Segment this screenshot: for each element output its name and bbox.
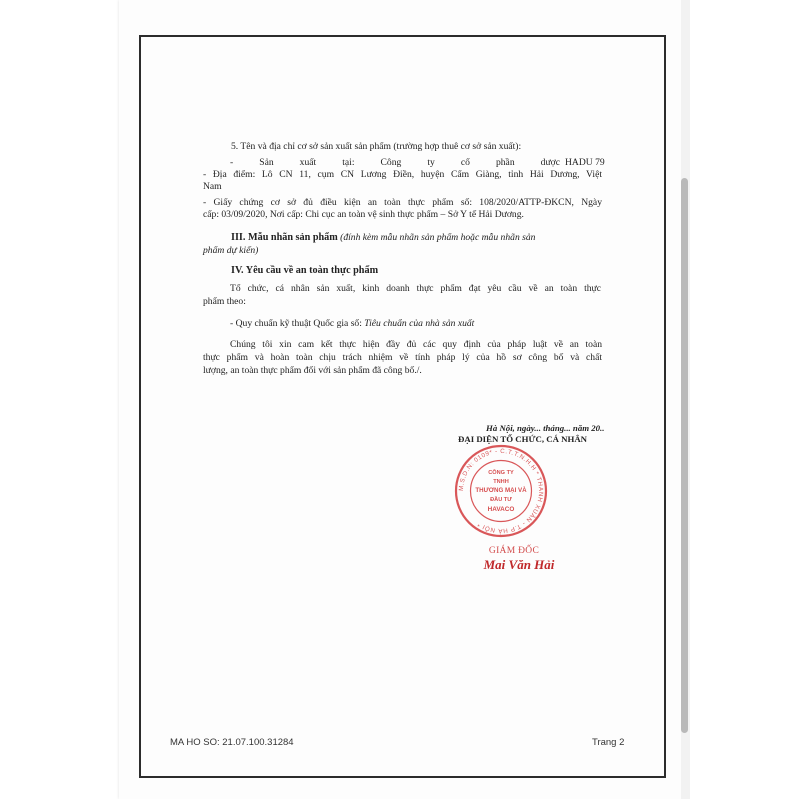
section-3-title: III. Mẫu nhãn sản phẩm [231,232,338,243]
section-5-certificate-line-2: cấp: 03/09/2020, Nơi cấp: Chi cục an toàn vệ sinh thực phẩm – Sở Y tế Hải Dương. [203,209,524,220]
section-4-heading: IV. Yêu cầu về an toàn thực phẩm [231,265,379,276]
section-4-standard-line [230,318,474,330]
seal-ring-text: M.S.D.N: 0109* - C.T.T.N.H.H * THANH XUÂN - T.P HÀ NỘI * [457,447,545,535]
director-signature-name: Mai Văn Hải [483,557,555,572]
representative-label: ĐẠI DIỆN TỔ CHỨC, CÁ NHÂN [458,434,588,444]
standard-value: Tiêu chuẩn của nhà sản xuất [364,318,475,329]
producer-prefix: - Sản xuất tại: Công ty cổ phần dược [230,157,560,168]
section-3-note-line-2: phẩm dự kiến) [203,245,259,256]
seal-line-2: TNHH [493,479,509,485]
director-title: GIÁM ĐỐC [488,546,540,556]
scrollbar-thumb[interactable] [681,178,688,733]
seal-line-5: HAVACO [487,506,515,513]
seal-line-4: ĐẦU TƯ [490,497,512,503]
seal-line-1: CÔNG TY [488,470,514,476]
section-3-heading [231,232,603,244]
file-code: MA HO SO: 21.07.100.31284 [170,737,294,748]
section-5-heading: 5. Tên và địa chỉ cơ sở sản xuất sản phẩm (trường hợp thuê cơ sở sản xuất): [231,141,522,152]
section-5-producer-line [230,157,568,169]
section-3-note: (đính kèm mẫu nhãn sản phẩm hoặc mẫu nhãn sản [340,232,536,243]
commitment-line-2: thực phẩm và hoàn toàn chịu trách nhiệm về tính pháp lý của hồ sơ công bố và chất [203,352,602,363]
producer-company: HADU 79 [565,157,605,168]
commitment-line-3: lượng, an toàn thực phẩm đối với sản phẩm đã công bố./. [203,365,422,376]
section-5-address-line-2: Nam [203,181,222,192]
section-5-certificate-line-1: - Giấy chứng cơ sở đủ điều kiện an toàn thực phẩm số: 108/2020/ATTP-ĐKCN, Ngày [203,197,602,208]
section-4-body-line-2: phẩm theo: [203,296,246,307]
commitment-line-1: Chúng tôi xin cam kết thực hiện đầy đủ các quy định của pháp luật về an toàn [230,339,602,350]
section-5-address-line-1: - Địa điểm: Lô CN 11, cụm CN Lương Điền, huyện Cẩm Giàng, tỉnh Hải Dương, Việt [203,169,602,180]
page-number: Trang 2 [592,737,625,748]
seal-line-3: THƯƠNG MẠI VÀ [475,487,527,494]
date-line: Hà Nội, ngày... tháng... năm 20.. [486,423,605,433]
company-seal [454,444,548,538]
standard-prefix: - Quy chuẩn kỹ thuật Quốc gia số: [230,318,362,329]
section-4-body-line-1: Tổ chức, cá nhân sản xuất, kinh doanh thực phẩm đạt yêu cầu về an toàn thực [230,283,601,294]
